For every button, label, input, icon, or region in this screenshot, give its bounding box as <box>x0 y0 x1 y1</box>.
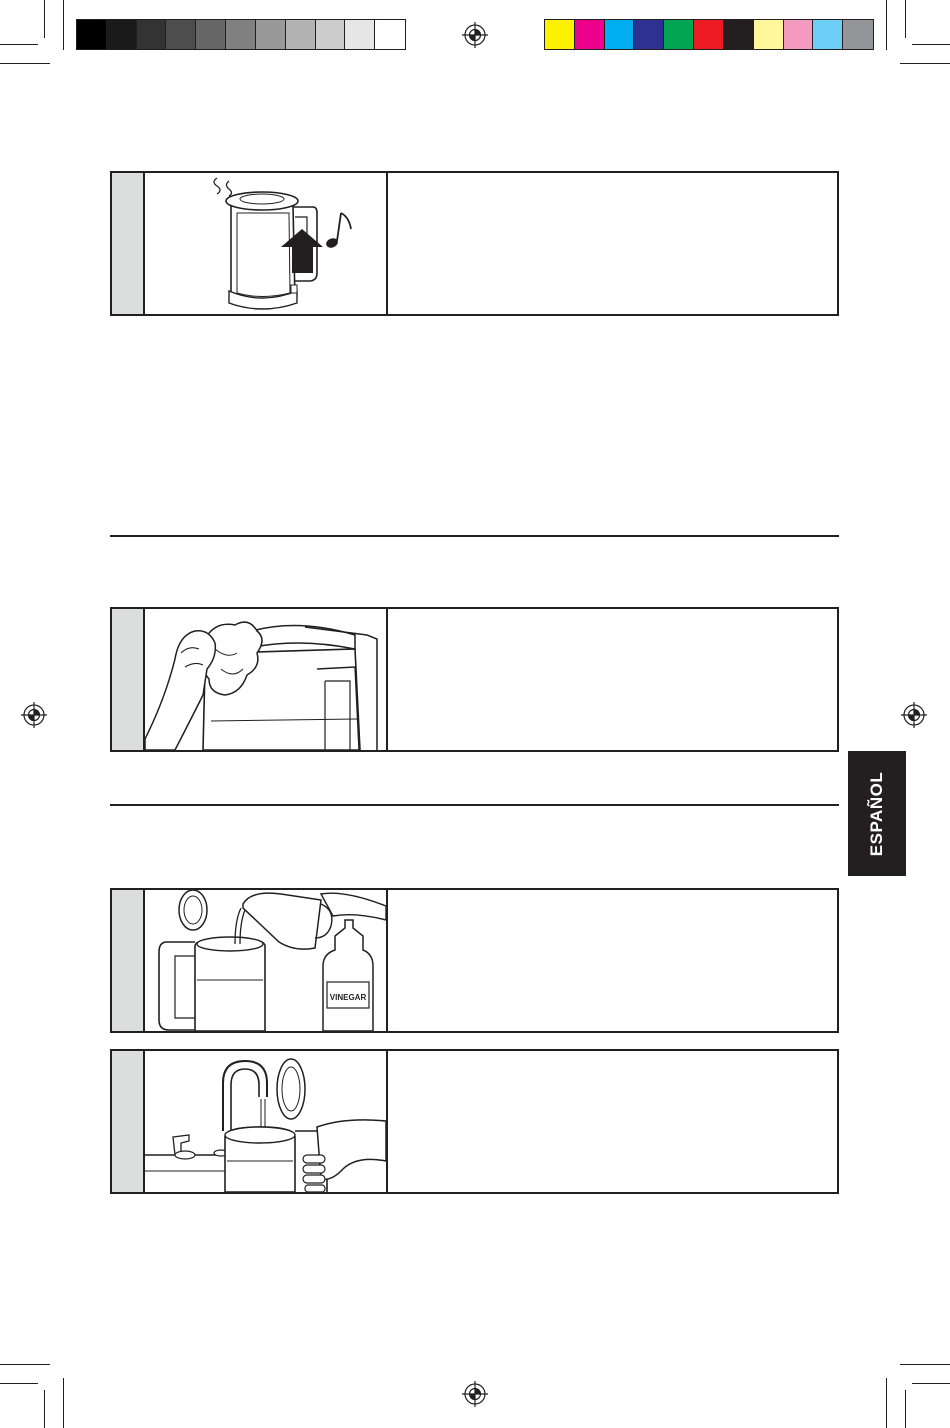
crop-mark <box>63 0 64 50</box>
step-text-area <box>388 1051 837 1192</box>
crop-mark <box>0 1364 50 1365</box>
color-swatch <box>634 20 664 49</box>
color-swatch <box>813 20 843 49</box>
kettle-lift-illustration <box>145 173 388 314</box>
registration-mark-icon <box>462 1381 488 1407</box>
color-swatch <box>166 20 196 49</box>
step-panel-pour-vinegar <box>110 888 839 1033</box>
crop-mark <box>886 0 887 50</box>
crop-mark <box>905 1390 906 1428</box>
registration-mark-icon <box>901 702 927 728</box>
step-text-area <box>388 173 837 314</box>
color-swatch <box>226 20 256 49</box>
color-swatch <box>664 20 694 49</box>
step-panel-wipe-kettle <box>110 607 839 752</box>
color-swatch <box>256 20 286 49</box>
color-swatch <box>286 20 316 49</box>
color-swatch <box>784 20 814 49</box>
wipe-kettle-illustration <box>145 609 388 750</box>
color-swatch <box>724 20 754 49</box>
crop-mark <box>900 1364 950 1365</box>
color-swatch <box>545 20 575 49</box>
music-note-icon <box>325 213 351 249</box>
step-panel-rinse-kettle <box>110 1049 839 1194</box>
crop-mark <box>0 44 38 45</box>
color-swatch <box>137 20 167 49</box>
step-number-tab <box>112 1051 145 1192</box>
color-swatch <box>575 20 605 49</box>
language-tab <box>848 751 906 876</box>
crop-mark <box>44 1390 45 1428</box>
color-swatch <box>196 20 226 49</box>
rinse-kettle-illustration <box>145 1051 388 1192</box>
color-swatch <box>316 20 346 49</box>
registration-mark-icon <box>21 702 47 728</box>
color-swatch <box>754 20 784 49</box>
vinegar-label: VINEGAR <box>329 993 367 1002</box>
grayscale-color-bar <box>76 19 406 50</box>
crop-mark <box>900 63 950 64</box>
section-divider <box>110 804 839 806</box>
registration-mark-icon <box>462 22 488 48</box>
crop-mark <box>0 63 50 64</box>
process-color-bar <box>544 19 874 50</box>
section-divider <box>110 535 839 537</box>
step-panel-kettle-lift <box>110 171 839 316</box>
crop-mark <box>44 0 45 38</box>
color-swatch <box>77 20 107 49</box>
color-swatch <box>843 20 873 49</box>
color-swatch <box>694 20 724 49</box>
color-swatch <box>345 20 375 49</box>
crop-mark <box>886 1378 887 1428</box>
color-swatch <box>375 20 405 49</box>
color-swatch <box>107 20 137 49</box>
step-text-area <box>388 609 837 750</box>
crop-mark <box>63 1378 64 1428</box>
crop-mark <box>0 1383 38 1384</box>
step-number-tab <box>112 173 145 314</box>
color-swatch <box>605 20 635 49</box>
crop-mark <box>912 1383 950 1384</box>
pour-vinegar-illustration <box>145 890 388 1031</box>
crop-mark <box>912 44 950 45</box>
step-number-tab <box>112 609 145 750</box>
crop-mark <box>905 0 906 38</box>
step-number-tab <box>112 890 145 1031</box>
step-text-area <box>388 890 837 1031</box>
language-tab-label: ESPAÑOL <box>867 771 887 856</box>
